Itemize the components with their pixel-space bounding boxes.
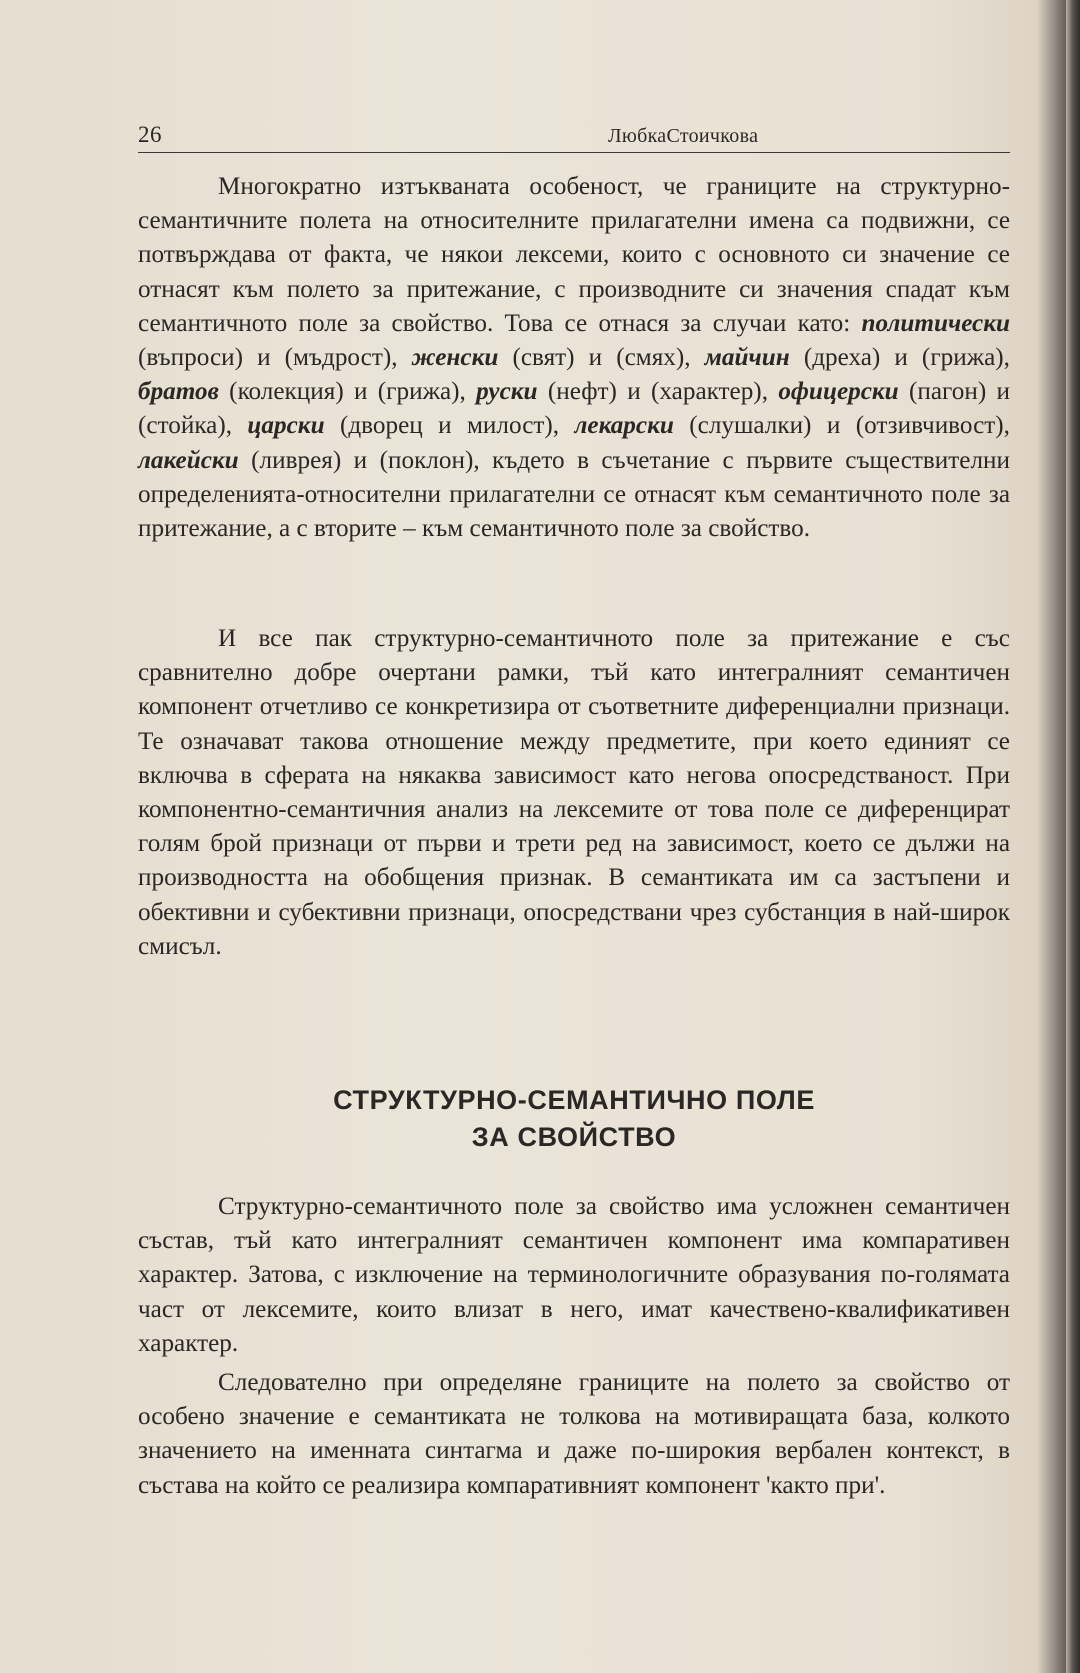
- example-word: царски: [247, 412, 325, 440]
- text-run: (колекция) и (грижа),: [218, 378, 477, 406]
- section-heading-line-1: СТРУКТУРНО-СЕМАНТИЧНО ПОЛЕ: [333, 1085, 815, 1115]
- page-number: 26: [138, 122, 162, 147]
- example-word: лекарски: [574, 412, 674, 440]
- example-word: политически: [861, 309, 1010, 337]
- paragraph-4-text: Следователно при определяне границите на полето за свойство от особено значение е семантиката не толкова на мотивиращата база, колкото значението на именната синтагма и даже по-широкия вербален контекст, в състава на който се реализира компаративният компонент 'както при'.: [138, 1369, 1010, 1499]
- paragraph-1: [138, 170, 1010, 546]
- example-word: руски: [476, 378, 538, 406]
- text-run: (ливрея) и (поклон), където в съчетание с първите съществителни определенията-относителни прилагателни се отнасят към семантичното поле за притежание, а с вторите – към семантичното поле за свойство.: [138, 446, 1010, 543]
- text-run: Многократно изтъкваната особеност, че границите на структурно-семантичните полета на относителните прилагателни имена са подвижни, се потвърждава от факта, че някои лексеми, които с основното си значение се отнасят към полето за притежание, с производните си значения спадат към семантичното поле за свойство. Това се отнася за случаи като:: [138, 173, 1010, 337]
- text-run: (нефт) и (характер),: [537, 378, 779, 406]
- page-header: [138, 122, 1010, 153]
- book-binding-edge: [1066, 0, 1080, 1673]
- text-run: (дворец и милост),: [324, 412, 575, 440]
- example-word: лакейски: [138, 446, 239, 474]
- paragraph-2-text: И все пак структурно-семантичното поле за притежание е със сравнително добре очертани рамки, тъй като интегралният семантичен компонент отчетливо се конкретизира от съответните диференциални признаци. Те означават такова отношение между предметите, при което единият се включва в сферата на някаква зависимост като негова опосредстваност. При компонентно-семантичния анализ на лексемите от това поле се диференцират голям брой признаци от първи и трети ред на зависимост, което се дължи на производността на обобщения признак. В семантиката им са застъпени и обективни и субективни признаци, опосредствани чрез субстанция в най-широк смисъл.: [138, 625, 1010, 960]
- text-run: (слушалки) и (отзивчивост),: [673, 412, 1010, 440]
- text-run: (свят) и (смях),: [498, 344, 705, 372]
- section-heading-line-2: ЗА СВОЙСТВО: [471, 1122, 677, 1152]
- paragraph-3: [138, 1190, 1010, 1361]
- text-run: (дреха) и (грижа),: [789, 344, 1010, 372]
- example-word: женски: [411, 344, 499, 372]
- running-head-author: ЛюбкаСтоичкова: [608, 125, 759, 147]
- example-word: майчин: [704, 344, 790, 372]
- example-word: офицерски: [778, 378, 899, 406]
- paragraph-3-text: Структурно-семантичното поле за свойство има усложнен семантичен състав, тъй като интегралният семантичен компонент има компаративен характер. Затова, с изключение на терминологичните образувания по-голямата част от лексемите, които влизат в него, имат качествено-квалификативен характер.: [138, 1193, 1010, 1357]
- paragraph-4: [138, 1366, 1010, 1503]
- paragraph-2: [138, 622, 1010, 964]
- paragraph-1-text: [138, 170, 1010, 546]
- text-run: (пагон) и (стойка),: [138, 378, 1010, 440]
- text-run: (въпроси) и (мъдрост),: [138, 344, 412, 372]
- section-heading: [138, 1082, 1010, 1156]
- example-word: братов: [138, 378, 219, 406]
